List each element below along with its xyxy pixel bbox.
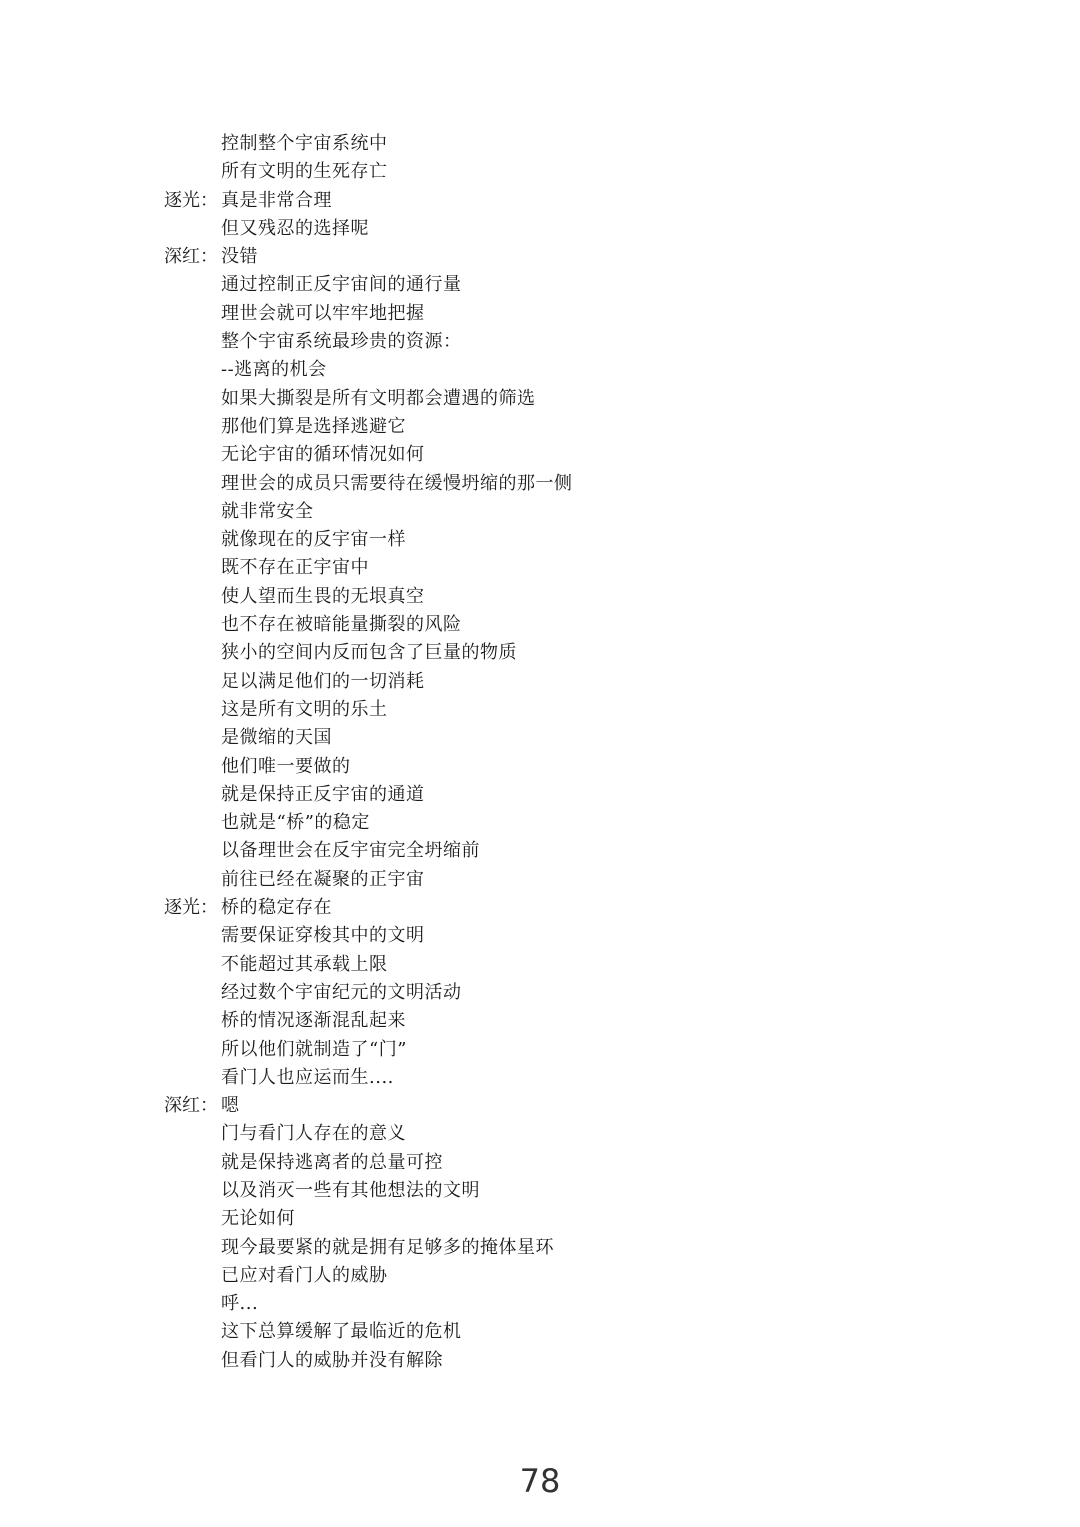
speaker-label — [164, 1007, 221, 1035]
dialogue-text: 看门人也应运而生.... — [221, 1066, 394, 1088]
dialogue-line — [164, 866, 984, 894]
speaker-label — [164, 1262, 221, 1290]
dialogue-line — [164, 526, 984, 554]
speaker-label — [164, 158, 221, 186]
dialogue-line — [164, 1205, 984, 1233]
dialogue-text: 狭小的空间内反而包含了巨量的物质 — [221, 642, 517, 664]
speaker-label — [164, 1318, 221, 1346]
speaker-label — [164, 922, 221, 950]
dialogue-text: 他们唯一要做的 — [221, 755, 351, 777]
dialogue-line — [164, 979, 984, 1007]
dialogue-text: 没错 — [221, 246, 258, 268]
dialogue-line — [164, 951, 984, 979]
dialogue-line — [164, 1234, 984, 1262]
dialogue-line — [164, 413, 984, 441]
dialogue-line — [164, 243, 984, 271]
speaker-label — [164, 809, 221, 837]
dialogue-text: 理世会就可以牢牢地把握 — [221, 302, 425, 324]
speaker-label — [164, 526, 221, 554]
dialogue-line — [164, 1318, 984, 1346]
speaker-label — [164, 1064, 221, 1092]
dialogue-line — [164, 668, 984, 696]
dialogue-line — [164, 470, 984, 498]
dialogue-line — [164, 894, 984, 922]
dialogue-line — [164, 583, 984, 611]
dialogue-text: 不能超过其承载上限 — [221, 953, 388, 975]
dialogue-line — [164, 1290, 984, 1318]
dialogue-text: 真是非常合理 — [221, 189, 332, 211]
speaker-label: 深红： — [164, 246, 218, 268]
dialogue-line — [164, 1064, 984, 1092]
dialogue-text: 就像现在的反宇宙一样 — [221, 529, 406, 551]
speaker-label — [164, 441, 221, 469]
page-number: 78 — [519, 1462, 561, 1500]
dialogue-line — [164, 809, 984, 837]
dialogue-line — [164, 1262, 984, 1290]
dialogue-line — [164, 498, 984, 526]
dialogue-text: 如果大撕裂是所有文明都会遭遇的筛选 — [221, 387, 536, 409]
speaker-label — [164, 1120, 221, 1148]
dialogue-text: 以及消灭一些有其他想法的文明 — [221, 1179, 480, 1201]
dialogue-text: 也不存在被暗能量撕裂的风险 — [221, 614, 462, 636]
dialogue-line — [164, 837, 984, 865]
dialogue-text: 门与看门人存在的意义 — [221, 1123, 406, 1145]
dialogue-line — [164, 1007, 984, 1035]
speaker-label — [164, 668, 221, 696]
dialogue-line — [164, 1149, 984, 1177]
speaker-label — [164, 356, 221, 384]
dialogue-line — [164, 611, 984, 639]
dialogue-text: 整个宇宙系统最珍贵的资源： — [221, 331, 462, 353]
speaker-label — [164, 866, 221, 894]
speaker-label — [164, 611, 221, 639]
speaker-label — [164, 1234, 221, 1262]
speaker-label — [164, 1036, 221, 1064]
dialogue-line — [164, 753, 984, 781]
dialogue-line — [164, 724, 984, 752]
speaker-label — [164, 639, 221, 667]
dialogue-text: --逃离的机会 — [221, 359, 327, 381]
dialogue-text: 这下总算缓解了最临近的危机 — [221, 1321, 462, 1343]
speaker-label — [164, 130, 221, 158]
dialogue-line — [164, 385, 984, 413]
dialogue-text: 无论如何 — [221, 1208, 295, 1230]
speaker-label — [164, 300, 221, 328]
dialogue-text: 所有文明的生死存亡 — [221, 161, 388, 183]
dialogue-text: 以备理世会在反宇宙完全坍缩前 — [221, 840, 480, 862]
speaker-label: 逐光： — [164, 897, 218, 919]
dialogue-line — [164, 1347, 984, 1375]
dialogue-text: 所以他们就制造了“门” — [221, 1038, 407, 1060]
speaker-label: 深红： — [164, 1095, 218, 1117]
dialogue-line — [164, 441, 984, 469]
dialogue-text: 控制整个宇宙系统中 — [221, 133, 388, 154]
dialogue-text: 就是保持正反宇宙的通道 — [221, 783, 425, 805]
speaker-label — [164, 753, 221, 781]
dialogue-line — [164, 1177, 984, 1205]
dialogue-line — [164, 271, 984, 299]
dialogue-line — [164, 639, 984, 667]
speaker-label: 逐光： — [164, 189, 218, 211]
speaker-label — [164, 781, 221, 809]
speaker-label — [164, 498, 221, 526]
dialogue-text: 那他们算是选择逃避它 — [221, 415, 406, 437]
speaker-label — [164, 413, 221, 441]
dialogue-line — [164, 1120, 984, 1148]
dialogue-line — [164, 328, 984, 356]
speaker-label — [164, 554, 221, 582]
dialogue-text: 无论宇宙的循环情况如何 — [221, 444, 425, 466]
speaker-label — [164, 1290, 221, 1318]
dialogue-text: 足以满足他们的一切消耗 — [221, 670, 425, 692]
dialogue-text: 使人望而生畏的无垠真空 — [221, 585, 425, 607]
dialogue-text: 需要保证穿梭其中的文明 — [221, 925, 425, 947]
dialogue-text: 但又残忍的选择呢 — [221, 217, 369, 239]
speaker-label — [164, 979, 221, 1007]
script-body — [164, 130, 984, 1375]
dialogue-line — [164, 130, 984, 158]
dialogue-line — [164, 356, 984, 384]
dialogue-text: 就非常安全 — [221, 500, 314, 522]
speaker-label — [164, 951, 221, 979]
dialogue-text: 理世会的成员只需要待在缓慢坍缩的那一侧 — [221, 472, 573, 494]
speaker-label — [164, 837, 221, 865]
dialogue-line — [164, 781, 984, 809]
dialogue-text: 前往已经在凝聚的正宇宙 — [221, 868, 425, 890]
dialogue-line — [164, 215, 984, 243]
dialogue-text: 已应对看门人的威胁 — [221, 1264, 388, 1286]
speaker-label — [164, 271, 221, 299]
dialogue-text: 桥的稳定存在 — [221, 897, 332, 919]
dialogue-line — [164, 1036, 984, 1064]
speaker-label — [164, 724, 221, 752]
dialogue-text: 也就是“桥”的稳定 — [221, 812, 370, 834]
dialogue-text: 经过数个宇宙纪元的文明活动 — [221, 981, 462, 1003]
dialogue-text: 既不存在正宇宙中 — [221, 557, 369, 579]
speaker-label — [164, 696, 221, 724]
dialogue-text: 这是所有文明的乐土 — [221, 698, 388, 720]
dialogue-line — [164, 158, 984, 186]
dialogue-line — [164, 300, 984, 328]
dialogue-text: 就是保持逃离者的总量可控 — [221, 1151, 443, 1173]
dialogue-line — [164, 696, 984, 724]
dialogue-line — [164, 922, 984, 950]
dialogue-text: 通过控制正反宇宙间的通行量 — [221, 274, 462, 296]
speaker-label — [164, 328, 221, 356]
speaker-label — [164, 385, 221, 413]
speaker-label — [164, 1149, 221, 1177]
speaker-label — [164, 470, 221, 498]
dialogue-text: 桥的情况逐渐混乱起来 — [221, 1010, 406, 1032]
dialogue-text: 嗯 — [221, 1095, 240, 1117]
dialogue-line — [164, 554, 984, 582]
dialogue-line — [164, 1092, 984, 1120]
dialogue-text: 是微缩的天国 — [221, 727, 332, 749]
dialogue-text: 呼... — [221, 1293, 259, 1315]
speaker-label — [164, 1205, 221, 1233]
speaker-label — [164, 215, 221, 243]
speaker-label — [164, 1347, 221, 1375]
dialogue-text: 现今最要紧的就是拥有足够多的掩体星环 — [221, 1236, 554, 1258]
speaker-label — [164, 583, 221, 611]
speaker-label — [164, 1177, 221, 1205]
dialogue-text: 但看门人的威胁并没有解除 — [221, 1349, 443, 1371]
dialogue-line — [164, 187, 984, 215]
